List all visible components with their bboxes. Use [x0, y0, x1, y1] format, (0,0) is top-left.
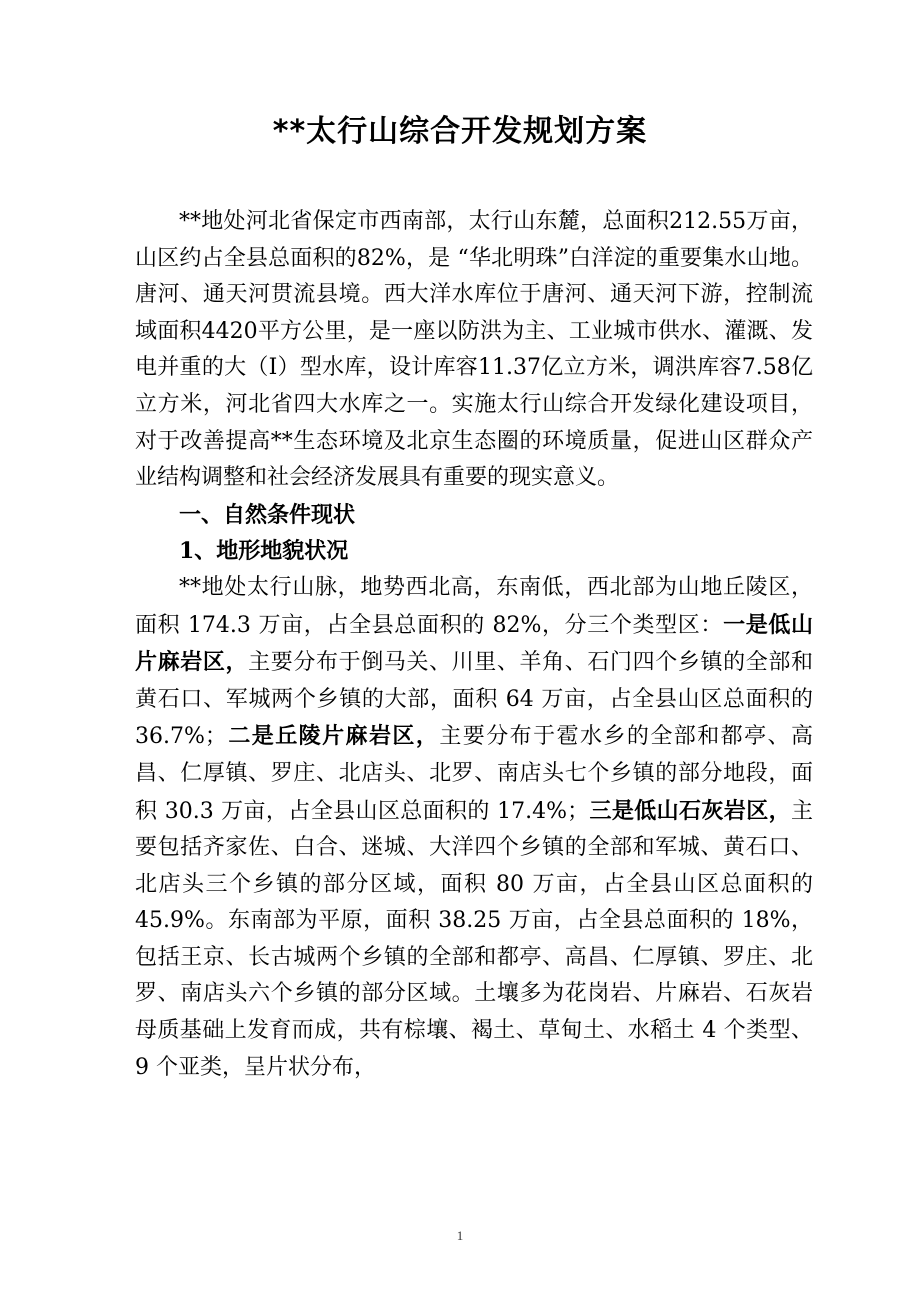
- terrain-text-4: 主要包括齐家佐、白合、迷城、大洋四个乡镇的全部和军城、黄石口、北店头三个乡镇的部分区域，面积 80 万亩，占全县山区总面积的 45.9%。东南部为平原，面积 38.25 万亩，占全县总面积的 18%，包括王京、长古城两个乡镇的全部和都亭、高昌、仁厚镇、罗庄、北罗、南店头六个乡镇的部分区域。土壤多为花岗岩、片麻岩、石灰岩母质基础上发育而成，共有棕壤、褐土、草甸土、水稻土 4 个类型、9 个亚类，呈片状分布，: [135, 798, 813, 1080]
- intro-paragraph: **地处河北省保定市西南部，太行山东麓，总面积212.55万亩，山区约占全县总面积的82%，是 “华北明珠”白洋淀的重要集水山地。唐河、通天河贯流县境。西大洋水库位于唐河、通天河下游，控制流域面积4420平方公里，是一座以防洪为主、工业城市供水、灌溉、发电并重的大（Ⅰ）型水库，设计库容11.37亿立方米，调洪库容7.58亿立方米，河北省四大水库之一。实施太行山综合开发绿化建设项目，对于改善提高**生态环境及北京生态圈的环境质量，促进山区群众产业结构调整和社会经济发展具有重要的现实意义。: [135, 209, 813, 491]
- page-number: 1: [456, 1228, 464, 1243]
- terrain-text-3: 主要分布于雹水乡的全部和都亭、高昌、仁厚镇、罗庄、北店头、北罗、南店头七个乡镇的部分地段，面积 30.3 万亩，占全县山区总面积的 17.4%；: [135, 724, 813, 824]
- subsection-heading: 1、地形地貌状况: [179, 538, 349, 565]
- section-heading: 一、自然条件现状: [179, 501, 356, 528]
- terrain-text-2: 主要分布于倒马关、川里、羊角、石门四个乡镇的全部和黄石口、军城两个乡镇的大部，面积 64 万亩，占全县山区总面积的 36.7%；: [135, 650, 813, 750]
- terrain-text-1: **地处太行山脉，地势西北高，东南低，西北部为山地丘陵区，面积 174.3 万亩，占全县总面积的 82%，分三个类型区：: [135, 574, 813, 638]
- zone-2-label: 二是丘陵片麻岩区，: [226, 723, 440, 750]
- zone-1-label: 一是低山片麻岩区，: [135, 611, 813, 676]
- document-title: **太行山综合开发规划方案: [272, 114, 648, 149]
- terrain-paragraph: [135, 570, 813, 1086]
- document-body: [135, 204, 813, 1086]
- zone-3-label: 三是低山石灰岩区，: [589, 797, 791, 824]
